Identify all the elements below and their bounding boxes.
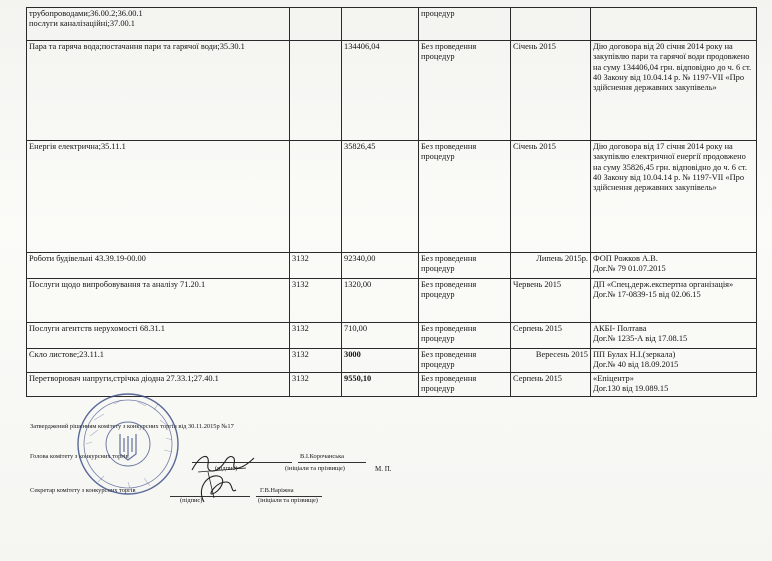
sum-cell: 92340,00 (342, 253, 419, 279)
sum-cell: 35826,45 (342, 141, 419, 253)
date-cell: Серпень 2015 (511, 373, 591, 397)
table-row (27, 349, 757, 373)
note-cell: «Епіцентр» Дог.130 від 19.089.15 (591, 373, 757, 397)
item-name-cell: Послуги агентств нерухомості 68.31.1 (27, 323, 290, 349)
item-name-cell: трубопроводами;36.00.2;36.00.1 послуги каналізаційні;37.00.1 (27, 8, 290, 41)
date-cell: Серпень 2015 (511, 323, 591, 349)
approval-statement: Затверджений рішенням комітету з конкурсних торгів від 30.11.2015р №17 (30, 423, 234, 430)
sum-cell (342, 8, 419, 41)
chair-label: Голова комітету з конкурсних торгів (30, 453, 129, 460)
note-cell: ПП Булах Н.І.(зеркала) Дог.№ 40 від 18.09.2015 (591, 349, 757, 373)
note-cell: ФОП Рожков А.В. Дог.№ 79 01.07.2015 (591, 253, 757, 279)
initials-hint: (ініціали та прізвище) (285, 465, 345, 472)
note-cell: Дію договора від 17 січня 2014 року на закупівлю електричної енергії продовжено на суму 35826,45 грн. відповідно до ч. 6 ст. 40 Закону від 10.04.14 р. № 1197-VII «Про здійснення державних закупівель» (591, 141, 757, 253)
sum-cell: 3000 (342, 349, 419, 373)
procedure-cell: процедур (419, 8, 511, 41)
procedure-cell: Без проведення процедур (419, 141, 511, 253)
kekv-cell: 3132 (290, 279, 342, 323)
table-row (27, 323, 757, 349)
item-name-cell: Роботи будівельні 43.39.19-00.00 (27, 253, 290, 279)
date-cell: Вересень 2015 (511, 349, 591, 373)
sum-cell: 9550,10 (342, 373, 419, 397)
procedure-cell: Без проведення процедур (419, 373, 511, 397)
kekv-cell (290, 8, 342, 41)
procedure-cell: Без проведення процедур (419, 253, 511, 279)
note-cell: Дію договора від 20 січня 2014 року на закупівлю пари та гарячої води продовжено на суму 134406,04 грн. відповідно до ч. 6 ст. 40 Закону від 10.04.14 р. № 1197-VII «Про здійснення державних закупівель» (591, 41, 757, 141)
sum-cell: 1320,00 (342, 279, 419, 323)
initials-hint: (ініціали та прізвище) (258, 497, 318, 504)
table-row (27, 253, 757, 279)
kekv-cell: 3132 (290, 373, 342, 397)
procedure-cell: Без проведення процедур (419, 41, 511, 141)
seal-place-mark: М. П. (375, 465, 392, 473)
procurement-plan-table (26, 7, 757, 397)
date-cell: Січень 2015 (511, 41, 591, 141)
signature-hint: (підпис) (215, 465, 238, 472)
note-cell: АКБІ- Полтава Дог.№ 1235-А від 17.08.15 (591, 323, 757, 349)
table-row (27, 141, 757, 253)
date-cell: Липень 2015р. (511, 253, 591, 279)
kekv-cell: 3132 (290, 253, 342, 279)
table-row (27, 41, 757, 141)
kekv-cell: 3132 (290, 323, 342, 349)
item-name-cell: Скло листове;23.11.1 (27, 349, 290, 373)
procedure-cell: Без проведення процедур (419, 349, 511, 373)
chair-name: В.І.Корочанська (300, 453, 345, 460)
note-cell (591, 8, 757, 41)
sum-cell: 134406,04 (342, 41, 419, 141)
kekv-cell (290, 41, 342, 141)
item-name-cell: Послуги щодо випробовування та аналізу 71.20.1 (27, 279, 290, 323)
procedure-cell: Без проведення процедур (419, 323, 511, 349)
table-row (27, 8, 757, 41)
procedure-cell: Без проведення процедур (419, 279, 511, 323)
date-cell: Січень 2015 (511, 141, 591, 253)
secretary-name: Г.В.Наріжна (260, 487, 294, 494)
sum-cell: 710,00 (342, 323, 419, 349)
item-name-cell: Пара та гаряча вода;постачання пари та гарячої води;35.30.1 (27, 41, 290, 141)
item-name-cell: Енергія електрична;35.11.1 (27, 141, 290, 253)
date-cell: Червень 2015 (511, 279, 591, 323)
official-stamp-icon (74, 390, 182, 498)
note-cell: ДП «Спец.держ.експертна організація» Дог.№ 17-0839-15 від 02.06.15 (591, 279, 757, 323)
item-name-cell: Перетворювач напруги,стрічка діодна 27.33.1;27.40.1 (27, 373, 290, 397)
table-row (27, 279, 757, 323)
secretary-signature-icon (190, 468, 240, 508)
signature-hint: (підпис) (180, 497, 203, 504)
kekv-cell (290, 141, 342, 253)
date-cell (511, 8, 591, 41)
kekv-cell: 3132 (290, 349, 342, 373)
secretary-label: Секретар комітету з конкурсних торгів (30, 487, 136, 494)
chair-name-line (298, 462, 366, 463)
